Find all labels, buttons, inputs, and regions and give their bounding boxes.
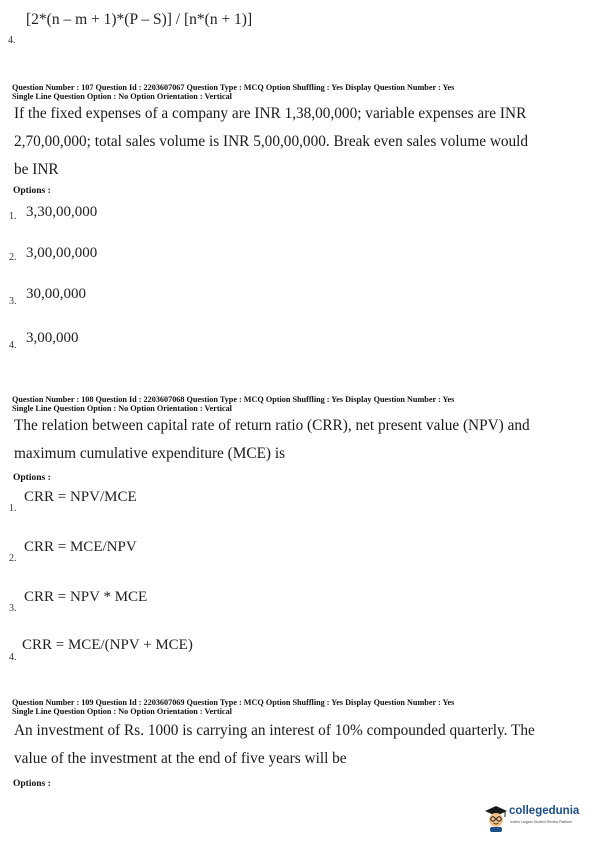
option-text: 30,00,000	[26, 286, 86, 302]
question-text: The relation between capital rate of return ratio (CRR), net present value (NPV) and maximum cumulative expenditure (MCE) is	[14, 417, 530, 462]
option-number: 3.	[9, 603, 17, 614]
brand-tagline: India's Largest Student Review Platform	[510, 820, 573, 824]
option-number: 1.	[9, 211, 17, 222]
question-meta: Question Number : 107 Question Id : 2203607067 Question Type : MCQ Option Shuffling : Yes Display Question Number : Yes Single Line Question Option : No Option Orientation : Vertical	[12, 83, 455, 101]
question-text: An investment of Rs. 1000 is carrying an interest of 10% compounded quarterly. The value of the investment at the end of five years will be	[14, 722, 535, 767]
option-text: 3,00,000	[26, 330, 79, 346]
question-meta: Question Number : 108 Question Id : 2203607068 Question Type : MCQ Option Shuffling : Yes Display Question Number : Yes Single Line Question Option : No Option Orientation : Vertical	[12, 395, 455, 413]
question-text: If the fixed expenses of a company are INR 1,38,00,000; variable expenses are INR 2,70,00,000; total sales volume is INR 5,00,00,000. Break even sales volume would be INR	[14, 105, 529, 178]
option-text: 3,30,00,000	[26, 204, 98, 220]
options-label: Options :	[13, 473, 51, 483]
question-meta: Question Number : 109 Question Id : 2203607069 Question Type : MCQ Option Shuffling : Yes Display Question Number : Yes Single Line Question Option : No Option Orientation : Vertical	[12, 698, 455, 716]
option-text: 3,00,00,000	[26, 245, 98, 261]
collegedunia-logo	[484, 801, 592, 837]
option-number: 4.	[8, 35, 16, 46]
option-number: 4.	[9, 652, 17, 663]
brand-name: collegedunia	[509, 805, 580, 817]
options-label: Options :	[13, 779, 51, 789]
option-number: 4.	[9, 340, 17, 351]
option-text: [2*(n – m + 1)*(P – S)] / [n*(n + 1)]	[26, 11, 253, 28]
option-text: CRR = NPV/MCE	[24, 489, 137, 505]
option-text: CRR = MCE/(NPV + MCE)	[22, 637, 193, 653]
graduate-mascot-icon	[484, 803, 508, 833]
option-text: CRR = NPV * MCE	[24, 589, 148, 605]
options-label: Options :	[13, 186, 51, 196]
option-text: CRR = MCE/NPV	[24, 539, 137, 555]
option-number: 2.	[9, 252, 17, 263]
option-number: 1.	[9, 503, 17, 514]
option-number: 2.	[9, 553, 17, 564]
option-number: 3.	[9, 296, 17, 307]
